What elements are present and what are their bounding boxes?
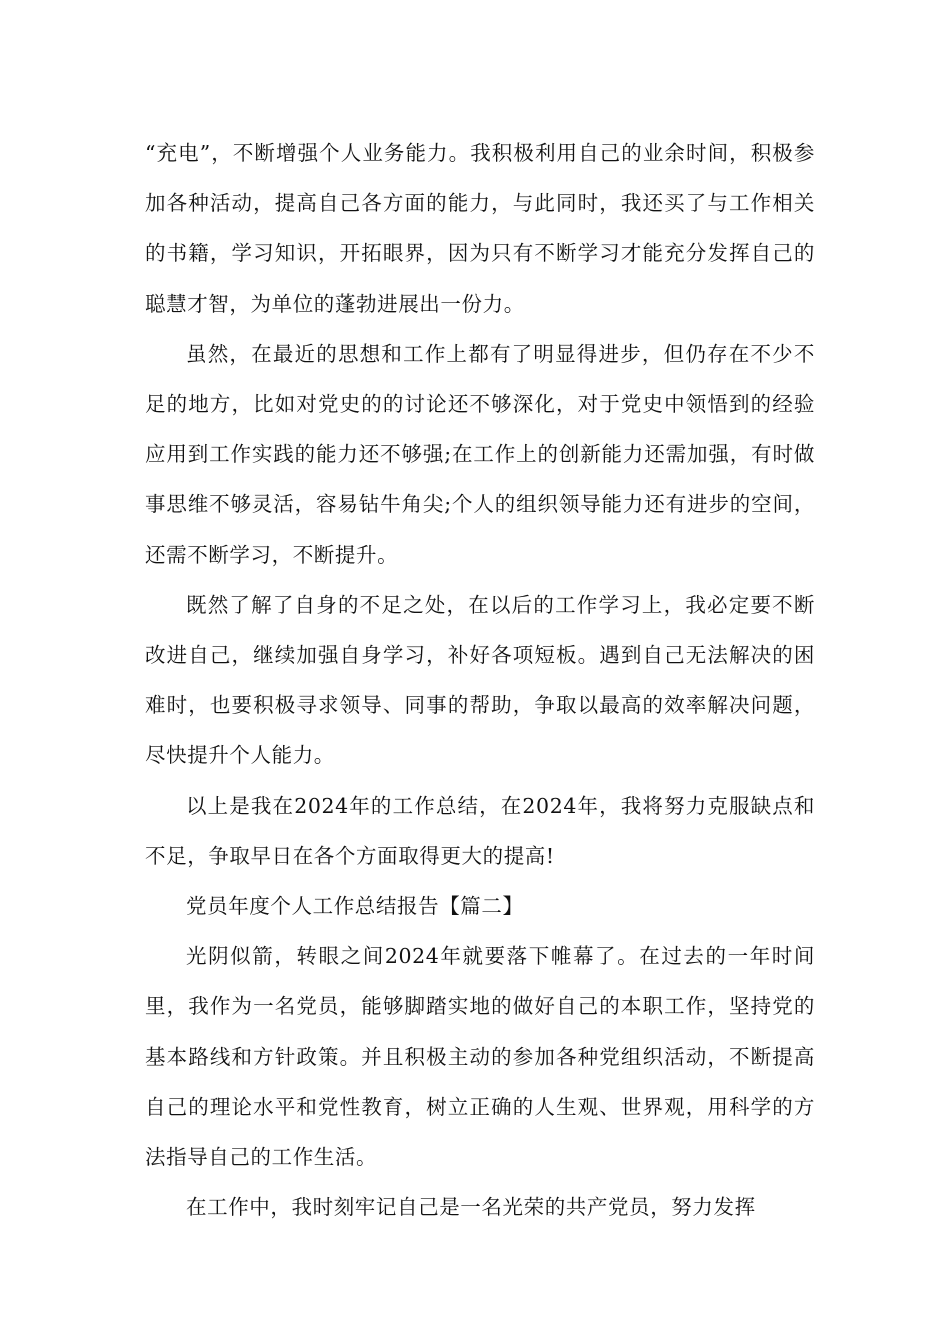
paragraph-improvement: 既然了解了自身的不足之处，在以后的工作学习上，我必定要不断改进自己，继续加强自身学习，补好各项短板。遇到自己无法解决的困难时，也要积极寻求领导、同事的帮助，争取以最高的效率解决问题，尽快提升个人能力。 — [145, 592, 815, 768]
paragraph-continuation: “充电”，不断增强个人业务能力。我积极利用自己的业余时间，积极参加各种活动，提高自己各方面的能力，与此同时，我还买了与工作相关的书籍，学习知识，开拓眼界，因为只有不断学习才能充分发挥自己的聪慧才智，为单位的蓬勃进展出一份力。 — [145, 141, 815, 316]
paragraph-shortcomings: 虽然，在最近的思想和工作上都有了明显得进步，但仍存在不少不足的地方，比如对党史的的讨论还不够深化，对于党史中领悟到的经验应用到工作实践的能力还不够强;在工作上的创新能力还需加强，有时做事思维不够灵活，容易钻牛角尖;个人的组织领导能力还有进步的空间，还需不断学习，不断提升。 — [145, 341, 815, 567]
document-body — [145, 128, 815, 1232]
paragraph-year-review: 光阴似箭，转眼之间2024年就要落下帷幕了。在过去的一年时间里，我作为一名党员，能够脚踏实地的做好自己的本职工作，坚持党的基本路线和方针政策。并且积极主动的参加各种党组织活动，不断提高自己的理论水平和党性教育，树立正确的人生观、世界观，用科学的方法指导自己的工作生活。 — [145, 944, 815, 1170]
paragraph-work: 在工作中，我时刻牢记自己是一名光荣的共产党员，努力发挥 — [186, 1195, 756, 1220]
paragraph-conclusion: 以上是我在2024年的工作总结，在2024年，我将努力克服缺点和不足，争取早日在各个方面取得更大的提高! — [145, 793, 815, 868]
section-heading: 党员年度个人工作总结报告【篇二】 — [186, 894, 524, 919]
